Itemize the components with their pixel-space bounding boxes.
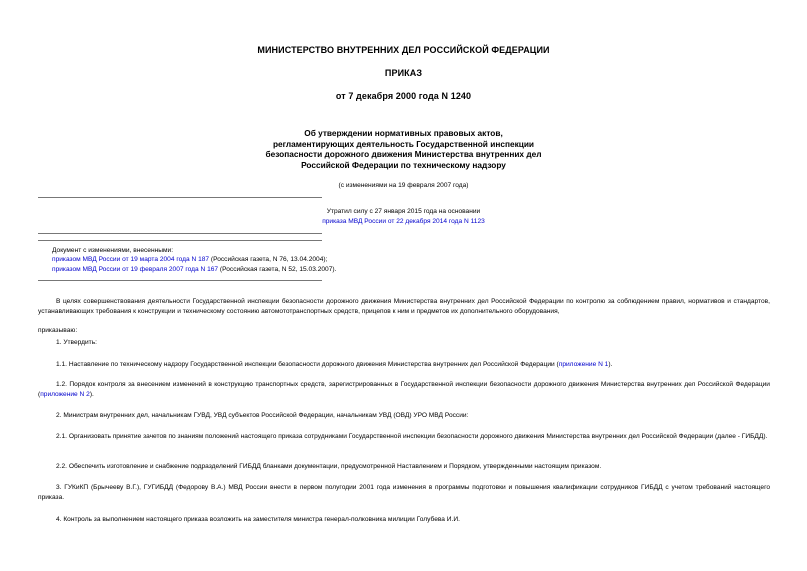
paragraph-text: 1.2. Порядок контроля за внесением изменений в конструкцию транспортных средств, зарегистрированных в Государственной инспекции безопасности дорожного движения Министерства внутренних дел Российской Федерации (: [38, 381, 770, 398]
title-line: безопасности дорожного движения Министерства внутренних дел: [265, 149, 542, 159]
paragraph-3: 3. ГУКиКП (Брычееву В.Г.), ГУГИБДД (Федорову В.А.) МВД России внести в первом полугодии 2001 года изменения в программы подготовки и повышения квалификации сотрудников ГИБДД с учетом требований настоящего приказа.: [38, 484, 770, 501]
paragraph-2-2: 2.2. Обеспечить изготовление и снабжение подразделений ГИБДД бланками документации, предусмотренной Наставлением и Порядком, утвержденными настоящим приказом.: [56, 463, 602, 470]
divider: [38, 197, 322, 198]
appendix-2-link[interactable]: приложение N 2: [40, 390, 90, 398]
paragraph-text: ).: [608, 361, 613, 368]
ministry-heading: МИНИСТЕРСТВО ВНУТРЕННИХ ДЕЛ РОССИЙСКОЙ ФЕДЕРАЦИИ: [257, 45, 550, 55]
paragraph-text: ).: [89, 390, 94, 398]
divider: [38, 233, 322, 234]
expiry-link-line: [0, 218, 807, 225]
order-word: приказываю:: [38, 327, 78, 334]
intro-paragraph: В целях совершенствования деятельности Государственной инспекции безопасности дорожного движения Министерства внутренних дел Российской Федерации по контролю за соблюдением правил, нормативов и стандартов, устанавливающих требования к конструкции и техническому состоянию автомототранспортных средств, прицепов к ним и предметов их дополнительного оборудования,: [38, 298, 770, 315]
repeal-order-link[interactable]: приказа МВД России от 22 декабря 2014 года N 1123: [322, 218, 485, 225]
amendment-note: (с изменениями на 19 февраля 2007 года): [338, 182, 469, 189]
divider: [38, 240, 322, 241]
title-line: Российской Федерации по техническому надзору: [301, 159, 506, 170]
paragraph-4: 4. Контроль за выполнением настоящего приказа возложить на заместителя министра генерал-полковника милиции Голубева И.И.: [56, 516, 460, 523]
changes-item-details: (Российская газета, N 76, 13.04.2004);: [209, 256, 328, 263]
title-line: регламентирующих деятельность Государственной инспекции: [272, 138, 535, 149]
appendix-1-link[interactable]: приложение N 1: [558, 361, 609, 368]
changes-item-details: (Российская газета, N 52, 15.03.2007).: [218, 266, 337, 273]
changes-heading: Документ с изменениями, внесенными:: [52, 247, 174, 254]
document-date-number: от 7 декабря 2000 года N 1240: [335, 91, 472, 101]
amendment-link-2004[interactable]: приказом МВД России от 19 марта 2004 года N 187: [52, 256, 210, 263]
paragraph-1: 1. Утвердить:: [56, 339, 97, 346]
amendment-link-2007[interactable]: приказом МВД России от 19 февраля 2007 года N 167: [52, 266, 219, 273]
paragraph-text: 1.1. Наставление по техническому надзору Государственной инспекции безопасности дорожного движения Министерства внутренних дел Российской Федерации (: [56, 361, 559, 368]
paragraph-1-1: [38, 360, 770, 370]
document-title: [0, 128, 807, 170]
title-line: Об утверждении нормативных правовых актов,: [304, 128, 503, 138]
paragraph-1-2: [38, 380, 770, 399]
expiry-note: Утратил силу с 27 января 2015 года на основании: [326, 208, 481, 215]
changes-item: [52, 256, 327, 263]
paragraph-2-1: 2.1. Организовать принятие зачетов по знаниям положений настоящего приказа сотрудниками Государственной инспекции безопасности дорожного движения Министерства внутренних дел Российской Федерации (далее - ГИБДД).: [56, 433, 768, 440]
document-type: ПРИКАЗ: [384, 68, 423, 78]
paragraph-2: 2. Министрам внутренних дел, начальникам ГУВД, УВД субъектов Российской Федерации, начальникам УВД (ОВД) УРО МВД России:: [56, 412, 469, 419]
divider: [38, 280, 322, 281]
changes-item: [52, 266, 336, 273]
